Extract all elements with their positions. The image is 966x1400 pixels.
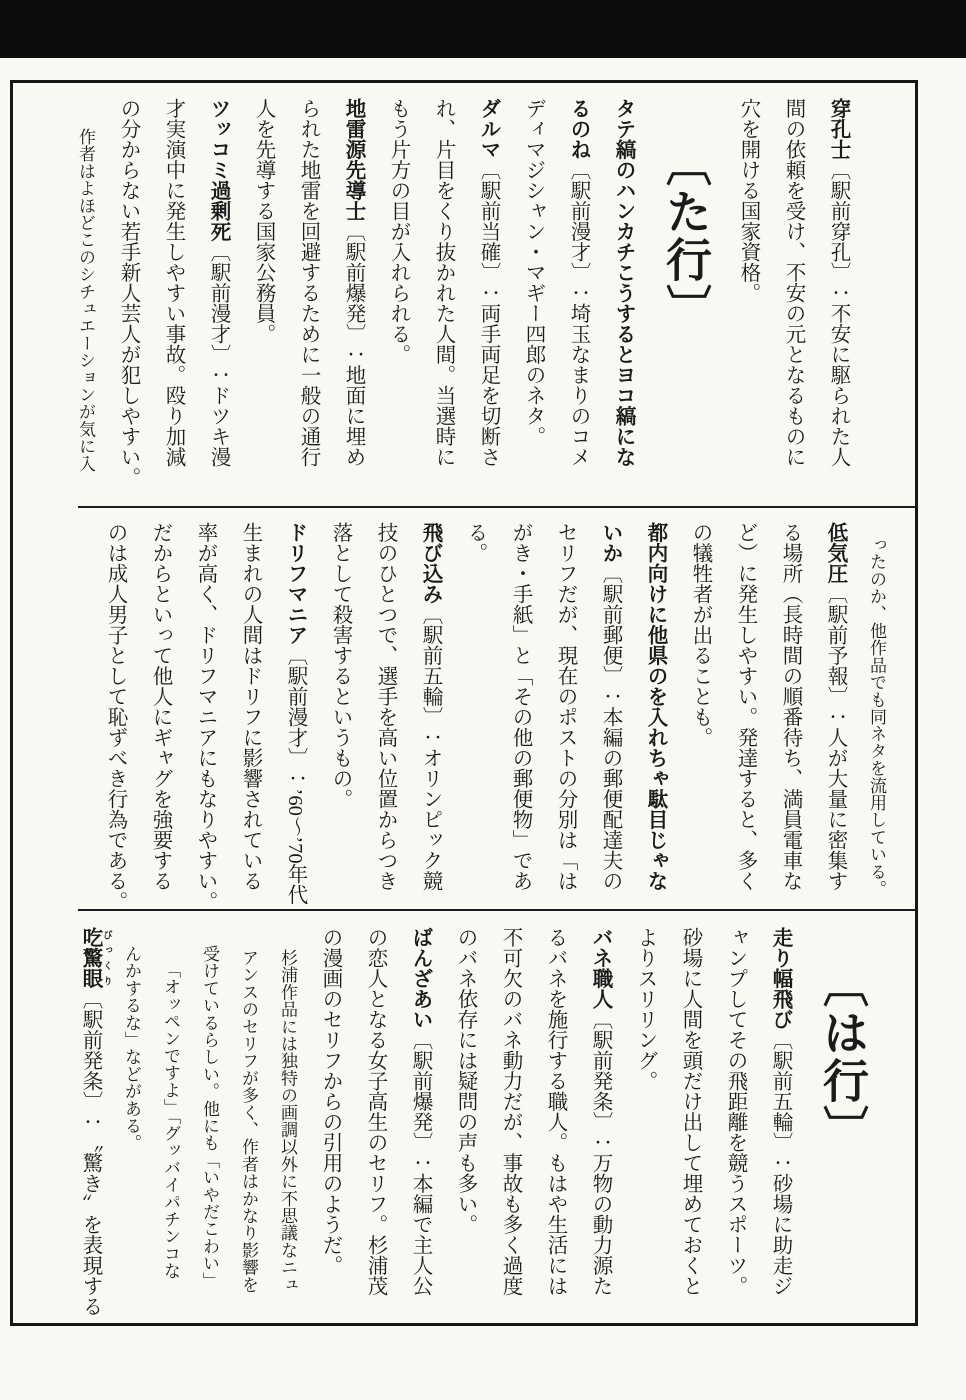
- glossary-band-ta-gyo: [12, 84, 916, 504]
- text-column: るのね〔駅前漫才〕：埼玉なまりのコメ: [567, 98, 589, 467]
- text-column: 人を先導する国家公務員。: [252, 98, 274, 344]
- text-column: タテ縞のハンカチこうするとヨコ縞にな: [612, 98, 634, 467]
- scan-edge-black-band: [0, 0, 966, 58]
- text-column: んかするな」などがある。: [122, 945, 141, 1152]
- text-column: アンスのセリフが多く、作者はかなり影響を: [239, 949, 258, 1293]
- text-column: の恋人となる女子高生のセリフ。杉浦茂: [364, 927, 386, 1296]
- text-column: られた地雷を回避するために一般の通行: [297, 98, 319, 467]
- text-column: 飛び込み〔駅前五輪〕：オリンピック競: [419, 522, 441, 891]
- text-column: 技のひとつで、選手を高い位置からつき: [374, 522, 396, 891]
- text-column: ツッコミ過剰死〔駅前漫才〕：ドツキ漫: [207, 98, 229, 467]
- text-column: 低気圧〔駅前予報〕：人が大量に密集す: [824, 522, 846, 891]
- text-column: るバネを施行する職人。もはや生活には: [544, 927, 566, 1296]
- text-column: の漫画のセリフからの引用のようだ。: [319, 927, 341, 1276]
- text-column: る場所（長時間の順番待ち、満員電車な: [779, 522, 801, 891]
- section-divider-rule: [78, 506, 918, 508]
- text-column: がき・手紙」と「その他の郵便物」であ: [509, 522, 531, 891]
- text-column: のバネ依存には疑問の声も多い。: [454, 927, 476, 1235]
- text-column: のは成人男子として恥ずべき行為である。: [104, 522, 126, 912]
- text-column: ど）に発生しやすい。発達すると、多く: [734, 522, 756, 891]
- text-column: ャンプしてその飛距離を競うスポーツ。: [724, 927, 746, 1296]
- text-column: ダルマ〔駅前当確〕：両手両足を切断さ: [477, 98, 499, 467]
- text-column: 吃驚眼 びっくり〔駅前発条〕：〝驚き〟を表現する: [79, 927, 111, 1317]
- text-column: 才実演中に発生しやすい事故。殴り加減: [162, 98, 184, 467]
- text-column: ディマジシャン・マギー四郎のネタ。: [522, 98, 544, 447]
- text-column: 杉浦作品には独特の画調以外に不思議なニュ: [278, 949, 297, 1293]
- text-column: よりスリリング。: [634, 927, 656, 1091]
- text-column: の分からない若手新人芸人が犯しやすい。: [117, 98, 139, 488]
- text-column: 都内向けに他県のを入れちゃ駄目じゃな: [644, 522, 666, 891]
- glossary-band-ha-gyo: [12, 913, 916, 1323]
- text-column: れ、片目をくり抜かれた人間。当選時に: [432, 98, 454, 467]
- text-column: 「オッペンですよ」「グッバイパチンコな: [161, 961, 180, 1280]
- text-column: る。: [464, 522, 486, 563]
- text-column: もう片方の目が入れられる。: [387, 98, 409, 365]
- text-column: 穴を開ける国家資格。: [737, 98, 759, 303]
- text-column: 受けているらしい。他にも「いやだこわい」: [200, 945, 219, 1289]
- text-column: 不可欠のバネ動力だが、事故も多く過度: [499, 927, 521, 1296]
- text-column: ばんざあい〔駅前爆発〕：本編で主人公: [409, 927, 431, 1296]
- text-column: ドリフマニア〔駅前漫才〕：’60～’70年代: [284, 522, 306, 905]
- section-heading: 〔た行〕: [660, 140, 711, 332]
- text-column: セリフだが、現在のポストの分別は「は: [554, 522, 576, 891]
- text-column: 作者はよほどこのシチュエーションが気に入: [76, 128, 95, 472]
- text-column: ったのか、他作品でも同ネタを流用している。: [867, 536, 886, 898]
- text-column: 砂場に人間を頭だけ出して埋めておくと: [679, 927, 701, 1296]
- text-column: バネ職人〔駅前発条〕：万物の動力源た: [589, 927, 611, 1296]
- text-column: 穿孔士〔駅前穿孔〕：不安に駆られた人: [827, 98, 849, 467]
- text-column: の犠牲者が出ることも。: [689, 522, 711, 748]
- text-column: 地雷源先導士〔駅前爆発〕：地面に埋め: [342, 98, 364, 467]
- text-column: 落として殺害するというもの。: [329, 522, 351, 809]
- text-column: だからといって他人にギャグを強要する: [149, 522, 171, 891]
- text-column: いか〔駅前郵便〕：本編の郵便配達夫の: [599, 522, 621, 891]
- text-column: 率が高く、ドリフマニアにもなりやすい。: [194, 522, 216, 912]
- section-heading: 〔は行〕: [817, 961, 868, 1153]
- text-column: 走り幅飛び〔駅前五輪〕：砂場に助走ジ: [769, 927, 791, 1296]
- text-column: 間の依頼を受け、不安の元となるものに: [782, 98, 804, 467]
- text-column: 生まれの人間はドリフに影響されている: [239, 522, 261, 891]
- glossary-band-ta-gyo-cont: [12, 512, 916, 912]
